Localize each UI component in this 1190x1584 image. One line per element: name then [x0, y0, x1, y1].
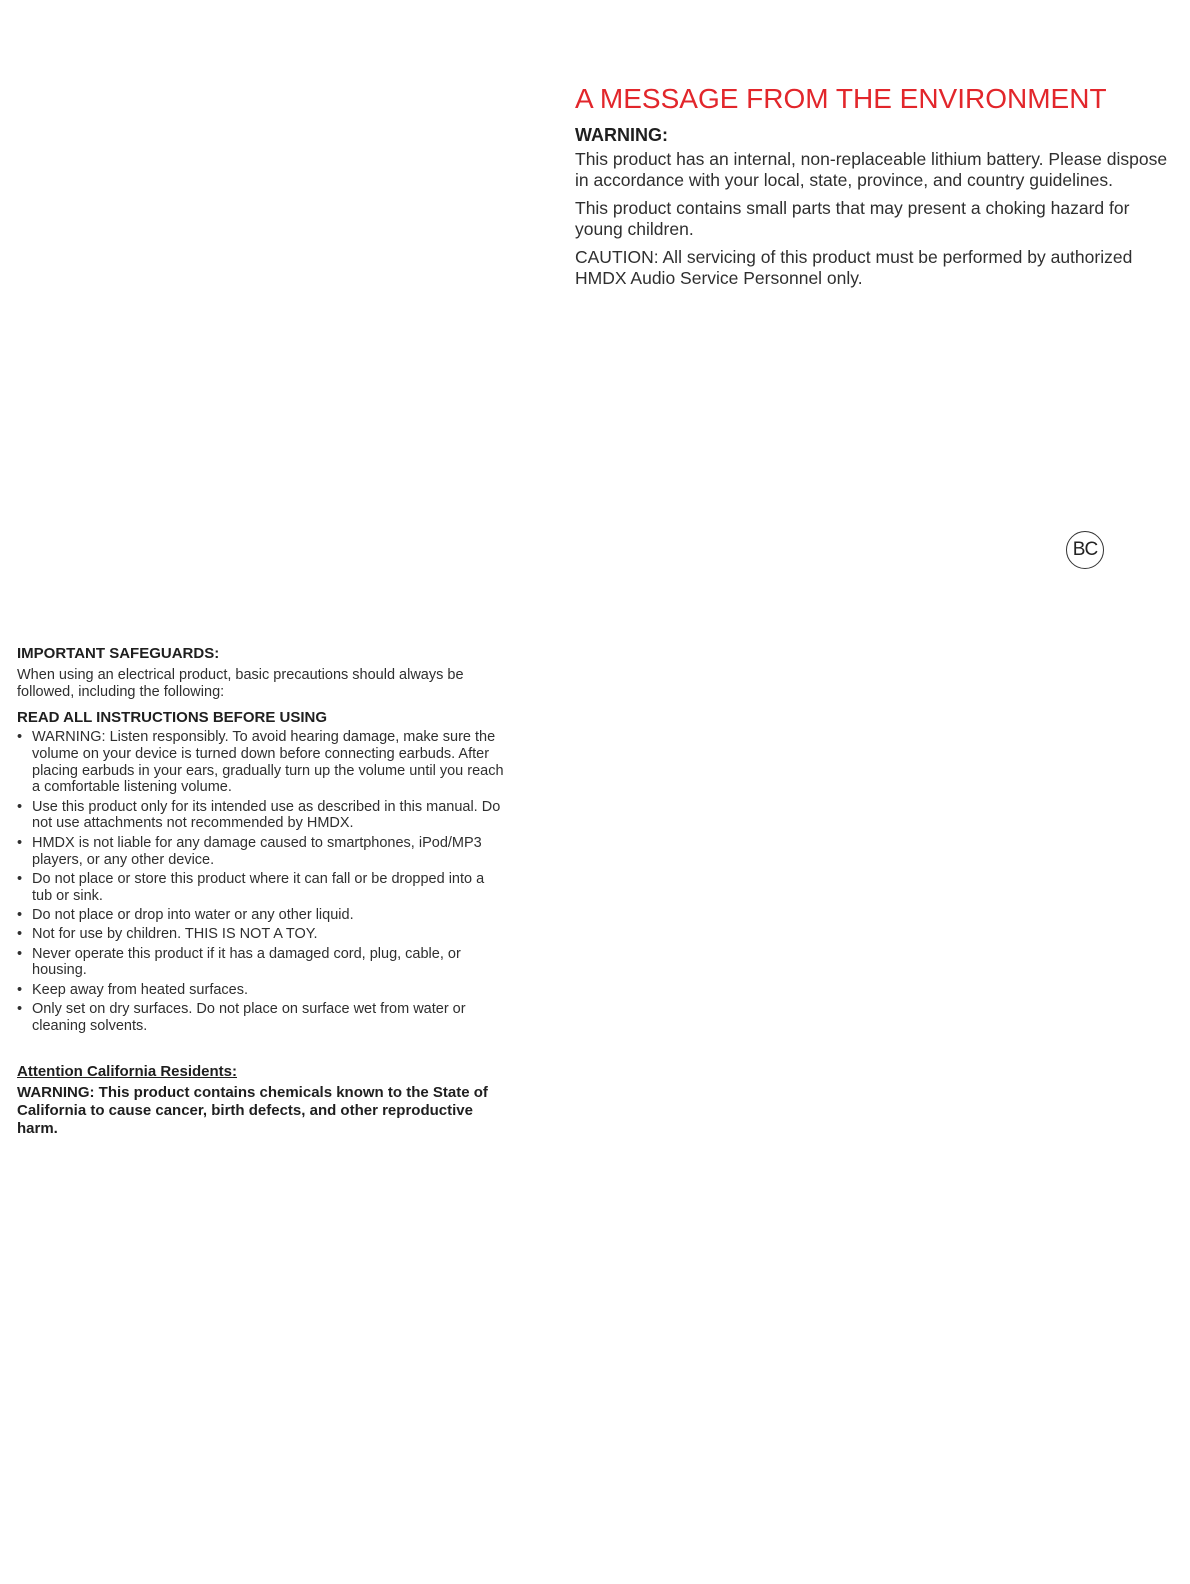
- list-item: [17, 1001, 507, 1035]
- list-item: [17, 729, 507, 796]
- bullet-icon: •: [17, 834, 23, 851]
- list-item-text: Do not place or store this product where it can fall or be dropped into a tub or sink.: [32, 870, 485, 904]
- bullet-icon: •: [17, 870, 23, 887]
- california-warning: WARNING: This product contains chemicals known to the State of California to cause cancer, birth defects, and other reproductive harm.: [17, 1083, 488, 1137]
- list-item-text: Keep away from heated surfaces.: [32, 981, 249, 998]
- bullet-icon: •: [17, 729, 23, 745]
- list-item-text: Use this product only for its intended use as described in this manual. Do not use attachments not recommended by HMDX.: [32, 798, 501, 832]
- list-item: [17, 926, 507, 943]
- list-item: [17, 835, 507, 869]
- safeguards-section: [17, 645, 507, 1138]
- bullet-icon: •: [17, 981, 23, 998]
- safeguards-intro: When using an electrical product, basic precautions should always be followed, including the following:: [17, 667, 464, 700]
- choking-hazard-paragraph: This product contains small parts that may present a choking hazard for young children.: [575, 198, 1130, 239]
- list-item: [17, 871, 507, 905]
- bullet-icon: •: [17, 926, 23, 943]
- bc-badge-icon: BC: [1066, 531, 1104, 569]
- list-item: [17, 799, 507, 833]
- list-item: [17, 946, 507, 980]
- list-item-text: Never operate this product if it has a damaged cord, plug, cable, or housing.: [32, 945, 461, 979]
- environment-title: A MESSAGE FROM THE ENVIRONMENT: [575, 83, 1107, 114]
- list-item-text: HMDX is not liable for any damage caused to smartphones, iPod/MP3 players, or any other device.: [32, 834, 482, 868]
- list-item-text: Not for use by children. THIS IS NOT A TOY.: [32, 926, 318, 943]
- bullet-icon: •: [17, 906, 23, 923]
- safeguards-heading: IMPORTANT SAFEGUARDS:: [17, 645, 220, 662]
- safeguards-list: [17, 729, 507, 1035]
- bullet-icon: •: [17, 1000, 23, 1017]
- bullet-icon: •: [17, 798, 23, 815]
- list-item-text: WARNING: Listen responsibly. To avoid hearing damage, make sure the volume on your device is turned down before connecting earbuds. After placing earbuds in your ears, gradually turn up the volume until you reach a comfortable listening volume.: [32, 729, 504, 796]
- environment-section: [575, 82, 1175, 296]
- list-item: [17, 907, 507, 924]
- read-instructions-heading: READ ALL INSTRUCTIONS BEFORE USING: [17, 709, 328, 726]
- california-heading: Attention California Residents:: [17, 1062, 238, 1080]
- bullet-icon: •: [17, 945, 23, 962]
- caution-paragraph: CAUTION: All servicing of this product must be performed by authorized HMDX Audio Service Personnel only.: [575, 247, 1133, 288]
- battery-paragraph: This product has an internal, non-replaceable lithium battery. Please dispose in accordance with your local, state, province, and country guidelines.: [575, 149, 1168, 190]
- warning-heading: WARNING:: [575, 125, 668, 145]
- list-item: [17, 982, 507, 999]
- list-item-text: Do not place or drop into water or any other liquid.: [32, 906, 354, 923]
- list-item-text: Only set on dry surfaces. Do not place on surface wet from water or cleaning solvents.: [32, 1000, 466, 1034]
